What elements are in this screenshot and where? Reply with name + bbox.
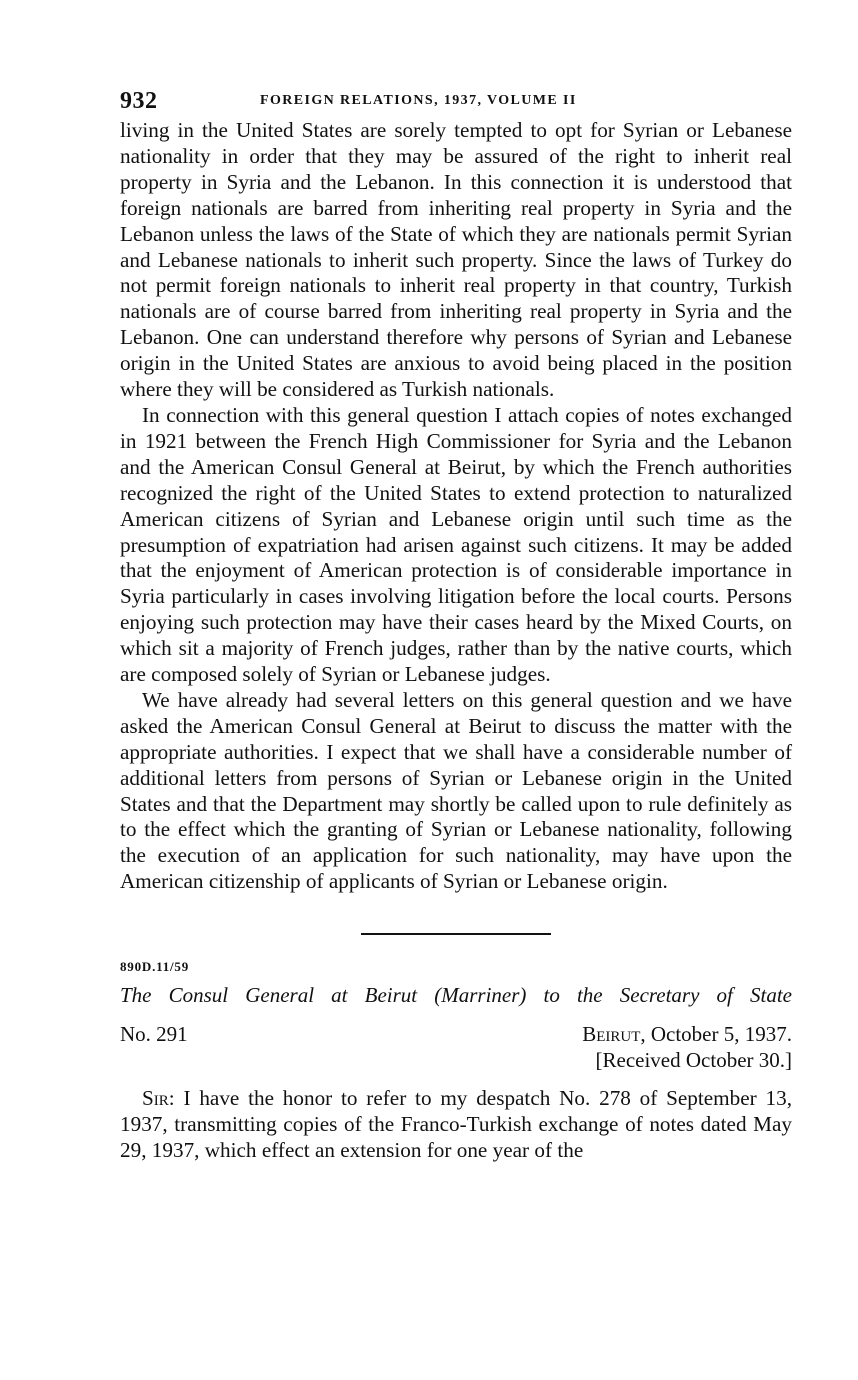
salutation-punct: : <box>168 1086 175 1111</box>
file-number: 890D.11/59 <box>120 959 190 975</box>
despatch-meta <box>120 1022 792 1048</box>
paragraph-notes-exchanged: In connection with this general question I attach copies of notes exchanged in 1921 between the French High Commissioner for Syria and the Lebanon and the American Consul General at Beirut, by which the French authorities recognized the right of the United States to extend protection to naturalized American citizens of Syrian and Lebanese origin until such time as the presumption of expatriation had arisen against such citizens. It may be added that the enjoyment of American protection is of considerable importance in Syria particularly in cases involving litigation before the local courts. Persons enjoying such protection may have their cases heard by the Mixed Courts, on which sit a majority of French judges, rather than by the native courts, which are composed solely of Syrian or Lebanese judges. <box>120 402 792 687</box>
despatch-number: No. 291 <box>120 1022 188 1047</box>
paragraph-letters-received: We have already had several letters on this general question and we have asked the American Consul General at Beirut to discuss the matter with the appropriate authorities. I expect that we shall have a considerable number of additional letters from persons of Syrian or Lebanese origin in the United States and that the Department may shortly be called upon to rule definitely as to the effect which the granting of Syrian or Lebanese nationality, following the execution of an application for such nationality, may have upon the American citizenship of applicants of Syrian or Lebanese origin. <box>120 687 792 894</box>
letter-opening-text: I have the honor to refer to my despatch No. 278 of September 13, 1937, transmitting copies of the Franco-Turkish exchange of notes dated May 29, 1937, which effect an extension for one year of the <box>120 1086 792 1162</box>
section-divider <box>361 933 551 935</box>
received-note: [Received October 30.] <box>595 1048 792 1073</box>
letter-opening <box>120 1086 792 1164</box>
document-title: The Consul General at Beirut (Marriner) to the Secretary of State <box>120 983 792 1008</box>
page-number: 932 <box>120 88 158 114</box>
dateline-place: Beirut <box>582 1022 641 1047</box>
paragraph-continuation: living in the United States are sorely tempted to opt for Syrian or Lebanese nationality in order that they may be assured of the right to inherit real property in Syria and the Lebanon. In this connection it is understood that foreign nationals are barred from inheriting real property in Syria and the Lebanon unless the laws of the State of which they are nationals permit Syrian and Lebanese nationals to inherit such property. Since the laws of Turkey do not permit foreign nationals to inherit real property in that country, Turkish nationals are of course barred from inheriting real property in Syria and the Lebanon. One can understand therefore why persons of Syrian and Lebanese origin in the United States are anxious to avoid being placed in the position where they will be considered as Turkish nationals. <box>120 118 792 402</box>
dateline-date: , October 5, 1937. <box>640 1022 792 1047</box>
document-page <box>120 88 792 1164</box>
running-head: FOREIGN RELATIONS, 1937, VOLUME II <box>260 93 577 108</box>
salutation: Sir <box>142 1086 169 1111</box>
despatch-dateline <box>582 1022 792 1047</box>
body-text <box>120 118 792 895</box>
page-header <box>120 88 792 118</box>
